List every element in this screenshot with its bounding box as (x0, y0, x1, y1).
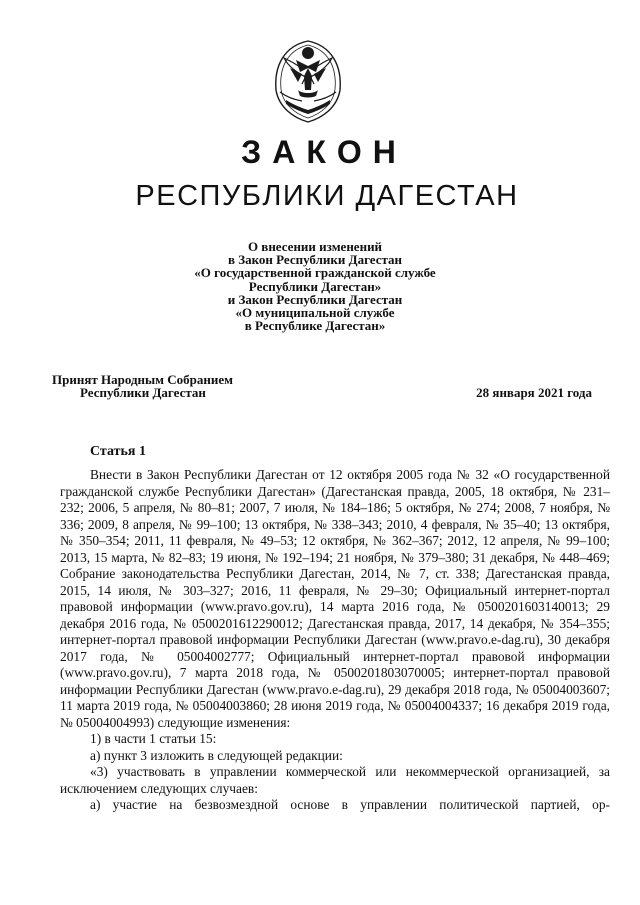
article-subitem: а) пункт 3 изложить в следующей редакции: (90, 747, 343, 763)
subject-line: О внесении изменений (247, 239, 383, 254)
subject-line: в Республике Дагестан» (244, 318, 386, 334)
law-title: ЗАКОН (241, 134, 407, 170)
law-subject (150, 240, 480, 332)
adopted-by-line: Республики Дагестан (80, 385, 206, 400)
coat-of-arms-icon (268, 38, 348, 124)
adoption-date: 28 января 2021 года (476, 385, 592, 400)
article-intro-paragraph: Внести в Закон Республики Дагестан от 12 октября 2005 года № 32 «О государственной гражданской службе Республики Дагестан» (Дагестанская правда, 2005, 18 октября, № 231–232; 2006, 5 апреля, № 80–81; 2007, 7 июля, № 184–186; 5 октября, № 274; 2008, 7 ноября, № 336; 2009, 8 апреля, № 99–100; 13 октября, № 338–343; 2010, 4 февраля, № 35–40; 13 октября, № 350–354; 2011, 11 февраля, № 49–53; 12 октября, № 362–367; 2012, 12 апреля, № 99–100; 2013, 15 марта, № 82–83; 19 июня, № 192–194; 21 ноября, № 379–380; 31 декабря, № 448–469; Собрание законодательства Республики Дагестан, 2014, № 7, ст. 338; Дагестанская правда, 2015, 14 июля, № 303–327; 2016, 11 февраля, № 29–30; Официальный интернет-портал правовой информации (www.pravo.gov.ru), 14 марта 2016 года, № 0500201603140013; 29 декабря 2016 года, № 0500201612290012; Дагестанская правда, 2017, 14 декабря, № 354–355; интернет-портал правовой информации Республики Дагестан (www.pravo.e-dag.ru), 30 декабря 2017 года, № 05004002777; Официальный интернет-портал правовой информации (www.pravo.gov.ru), 7 марта 2018 года, № 0500201803070005; интернет-портал правовой информации Республики Дагестан (www.pravo.e-dag.ru), 29 декабря 2018 года, № 05004003607; 11 марта 2019 года, № 05004003860; 28 июня 2019 года, № 05004004337; 16 декабря 2019 года, № 05004004993) следующие изменения: (60, 467, 610, 730)
law-subtitle: РЕСПУБЛИКИ ДАГЕСТАН (135, 180, 519, 212)
subject-line: «О муниципальной службе (235, 305, 395, 321)
quoted-subitem: а) участие на безвозмездной основе в управлении политической партией, ор- (90, 797, 610, 812)
quoted-paragraph: «3) участвовать в управлении коммерческой или некоммерческой организацией, за исключением следующих случаев: (60, 764, 610, 796)
adopted-by-line: Принят Народным Собранием (52, 372, 234, 387)
subject-line: Республики Дагестан» (248, 278, 382, 294)
article-body (60, 467, 610, 814)
subject-line: и Закон Республики Дагестан (227, 291, 403, 307)
article-item: 1) в части 1 статьи 15: (90, 731, 217, 746)
article-heading: Статья 1 (90, 444, 146, 459)
subject-line: в Закон Республики Дагестан (227, 252, 403, 268)
subject-line: «О государственной гражданской службе (194, 265, 436, 281)
